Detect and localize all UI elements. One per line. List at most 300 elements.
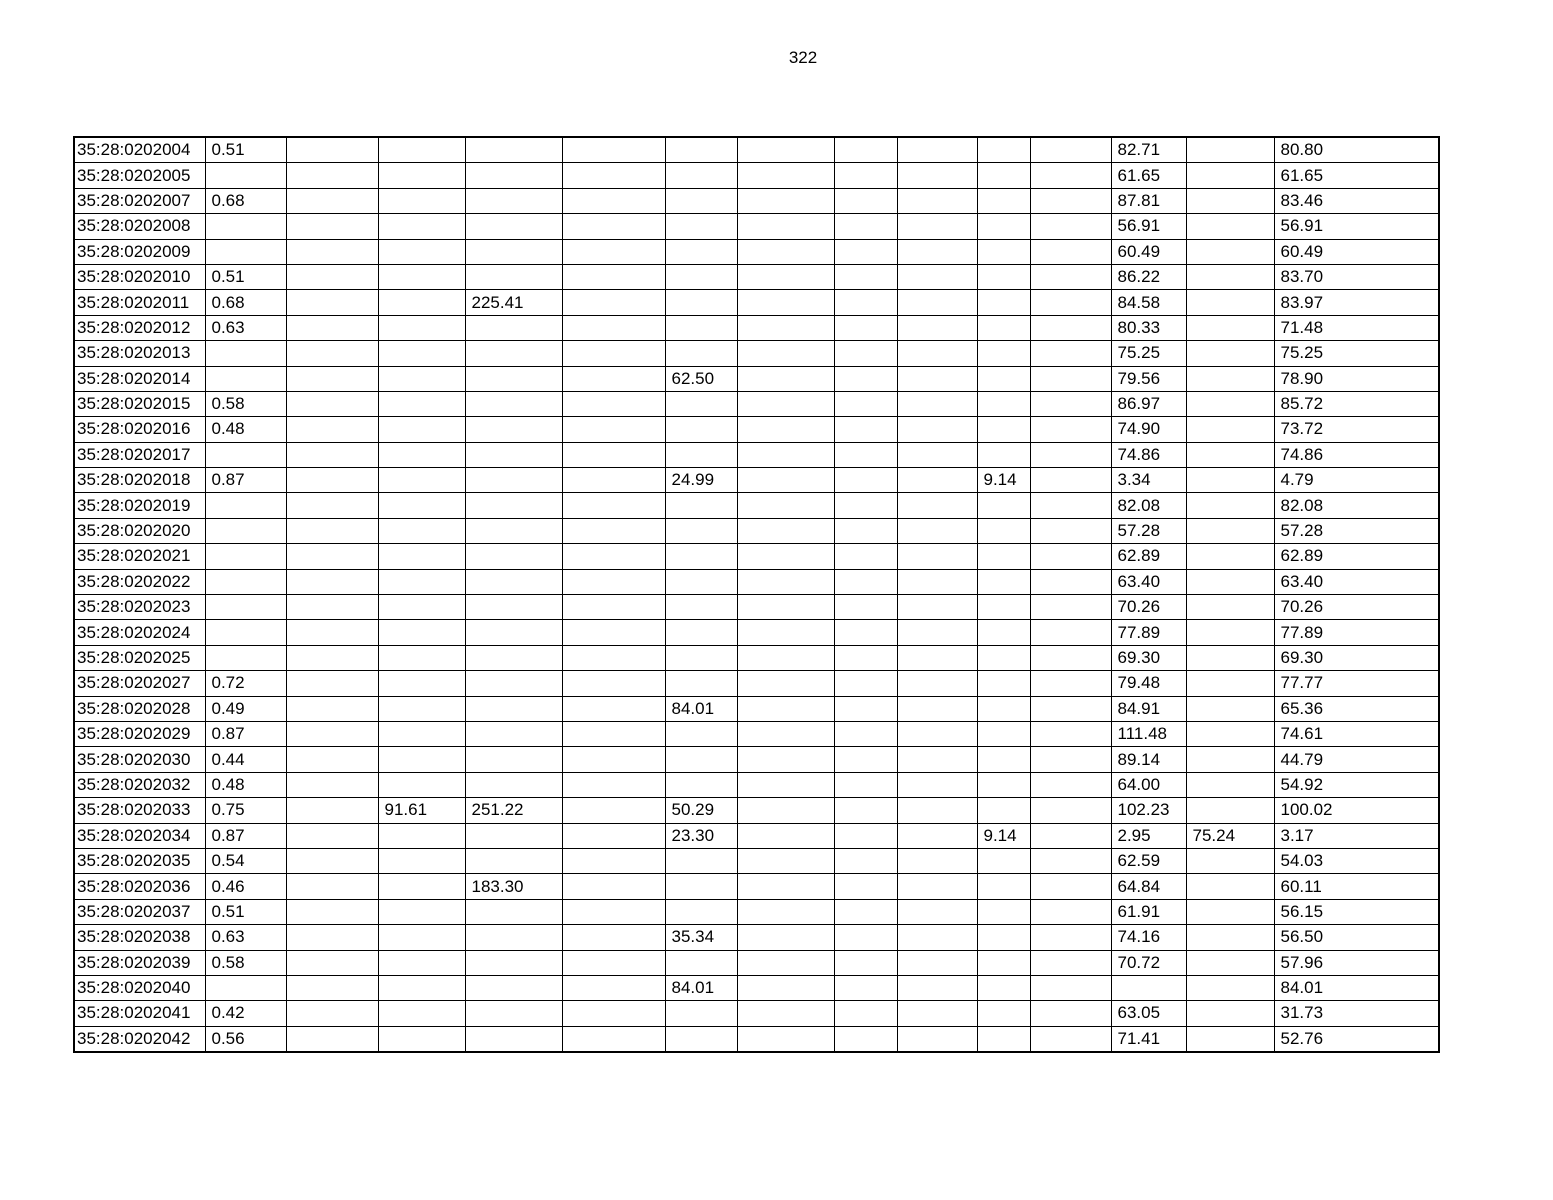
table-cell (1030, 290, 1111, 315)
table-cell (378, 950, 465, 975)
table-cell: 0.48 (205, 772, 286, 797)
table-cell (977, 417, 1030, 442)
table-cell (205, 518, 286, 543)
table-cell (1186, 315, 1274, 340)
table-cell (465, 264, 562, 289)
table-cell: 75.25 (1111, 341, 1186, 366)
table-cell: 52.76 (1274, 1026, 1439, 1052)
table-cell: 0.58 (205, 950, 286, 975)
table-cell: 0.51 (205, 264, 286, 289)
table-row (74, 341, 1439, 366)
table-cell (1030, 671, 1111, 696)
table-cell (977, 290, 1030, 315)
table-cell (562, 569, 665, 594)
table-cell (465, 442, 562, 467)
table-row (74, 188, 1439, 213)
table-cell (665, 721, 737, 746)
table-cell (665, 341, 737, 366)
table-cell (665, 772, 737, 797)
table-cell (1186, 442, 1274, 467)
table-cell: 9.14 (977, 823, 1030, 848)
table-cell: 61.65 (1111, 163, 1186, 188)
table-cell (378, 569, 465, 594)
table-cell (665, 950, 737, 975)
table-cell (897, 544, 977, 569)
table-cell (1030, 544, 1111, 569)
table-cell (205, 239, 286, 264)
row-id-cell: 35:28:0202010 (74, 264, 205, 289)
table-cell: 62.89 (1274, 544, 1439, 569)
table-cell: 82.71 (1111, 137, 1186, 163)
table-cell (834, 721, 897, 746)
table-cell (1030, 493, 1111, 518)
table-cell (286, 163, 378, 188)
table-body (74, 137, 1439, 1052)
table-cell (465, 214, 562, 239)
table-cell (1186, 595, 1274, 620)
table-cell: 84.58 (1111, 290, 1186, 315)
table-cell (378, 1001, 465, 1026)
table-cell (737, 1001, 834, 1026)
table-cell: 62.50 (665, 366, 737, 391)
row-id-cell: 35:28:0202030 (74, 747, 205, 772)
table-cell (1186, 239, 1274, 264)
table-cell (562, 163, 665, 188)
table-cell (465, 975, 562, 1000)
table-cell (562, 315, 665, 340)
table-cell: 79.56 (1111, 366, 1186, 391)
table-cell: 84.01 (665, 696, 737, 721)
table-cell (562, 645, 665, 670)
table-cell (977, 696, 1030, 721)
table-cell (665, 671, 737, 696)
table-cell (665, 569, 737, 594)
table-cell (665, 188, 737, 213)
table-cell (1030, 188, 1111, 213)
table-cell: 0.46 (205, 874, 286, 899)
table-cell (378, 899, 465, 924)
table-cell (465, 671, 562, 696)
table-cell (286, 518, 378, 543)
table-cell: 64.00 (1111, 772, 1186, 797)
table-cell (378, 214, 465, 239)
table-cell: 83.46 (1274, 188, 1439, 213)
table-cell (378, 442, 465, 467)
table-cell (834, 925, 897, 950)
table-cell (977, 188, 1030, 213)
table-cell (1186, 214, 1274, 239)
table-cell (1030, 442, 1111, 467)
table-cell: 9.14 (977, 468, 1030, 493)
table-cell: 0.63 (205, 315, 286, 340)
table-cell: 3.17 (1274, 823, 1439, 848)
table-cell: 63.05 (1111, 1001, 1186, 1026)
table-cell: 0.42 (205, 1001, 286, 1026)
table-cell (1186, 391, 1274, 416)
table-cell: 0.75 (205, 798, 286, 823)
table-cell (378, 1026, 465, 1052)
table-cell (465, 950, 562, 975)
table-cell (977, 772, 1030, 797)
table-cell (737, 341, 834, 366)
table-cell (897, 366, 977, 391)
table-cell (834, 468, 897, 493)
table-cell: 3.34 (1111, 468, 1186, 493)
table-cell (977, 239, 1030, 264)
table-cell (897, 137, 977, 163)
table-cell (834, 417, 897, 442)
table-cell (665, 290, 737, 315)
table-cell: 0.63 (205, 925, 286, 950)
table-row (74, 264, 1439, 289)
table-cell (1186, 264, 1274, 289)
table-cell (1030, 1001, 1111, 1026)
table-cell (977, 798, 1030, 823)
table-cell (286, 772, 378, 797)
table-cell (665, 620, 737, 645)
table-cell: 111.48 (1111, 721, 1186, 746)
table-cell (834, 645, 897, 670)
table-cell (897, 391, 977, 416)
table-cell (286, 188, 378, 213)
table-cell (378, 848, 465, 873)
table-cell: 56.50 (1274, 925, 1439, 950)
table-cell (465, 1026, 562, 1052)
table-cell (737, 671, 834, 696)
table-cell (205, 620, 286, 645)
table-cell (977, 1026, 1030, 1052)
table-cell (737, 798, 834, 823)
table-row (74, 1001, 1439, 1026)
table-cell (737, 569, 834, 594)
table-cell (562, 239, 665, 264)
table-cell (286, 417, 378, 442)
table-cell (378, 671, 465, 696)
table-cell (1186, 290, 1274, 315)
table-cell (897, 747, 977, 772)
table-cell (665, 747, 737, 772)
table-row (74, 975, 1439, 1000)
table-cell: 24.99 (665, 468, 737, 493)
table-cell (286, 569, 378, 594)
table-cell (286, 798, 378, 823)
table-cell: 70.26 (1274, 595, 1439, 620)
table-cell (1030, 239, 1111, 264)
table-cell: 251.22 (465, 798, 562, 823)
table-cell (897, 468, 977, 493)
table-cell: 86.22 (1111, 264, 1186, 289)
table-cell (1030, 823, 1111, 848)
table-cell (897, 899, 977, 924)
table-cell (562, 442, 665, 467)
table-cell (286, 544, 378, 569)
table-cell (1186, 874, 1274, 899)
table-cell (737, 315, 834, 340)
table-cell (897, 417, 977, 442)
table-cell (834, 950, 897, 975)
table-cell (562, 264, 665, 289)
table-cell (897, 848, 977, 873)
table-cell (665, 391, 737, 416)
table-cell: 82.08 (1111, 493, 1186, 518)
table-cell (286, 391, 378, 416)
row-id-cell: 35:28:0202041 (74, 1001, 205, 1026)
table-cell (286, 137, 378, 163)
data-table (73, 136, 1440, 1053)
table-cell (665, 848, 737, 873)
table-row (74, 620, 1439, 645)
table-cell (977, 620, 1030, 645)
table-cell: 83.97 (1274, 290, 1439, 315)
table-cell: 71.48 (1274, 315, 1439, 340)
table-cell: 73.72 (1274, 417, 1439, 442)
table-cell (286, 925, 378, 950)
table-cell (1030, 417, 1111, 442)
table-cell (977, 747, 1030, 772)
table-cell (1111, 975, 1186, 1000)
table-cell (562, 544, 665, 569)
table-row (74, 569, 1439, 594)
table-cell (465, 595, 562, 620)
table-cell (737, 214, 834, 239)
table-cell (205, 214, 286, 239)
table-cell (897, 798, 977, 823)
table-cell (897, 696, 977, 721)
table-cell (562, 925, 665, 950)
table-cell (737, 442, 834, 467)
table-cell (665, 874, 737, 899)
table-cell (1186, 137, 1274, 163)
table-cell: 60.49 (1111, 239, 1186, 264)
table-cell (378, 696, 465, 721)
table-cell (737, 544, 834, 569)
table-cell (977, 137, 1030, 163)
table-cell (977, 366, 1030, 391)
table-cell (977, 264, 1030, 289)
table-cell (465, 163, 562, 188)
table-row (74, 899, 1439, 924)
table-cell (977, 493, 1030, 518)
table-cell (465, 696, 562, 721)
table-cell (465, 823, 562, 848)
table-cell (1186, 772, 1274, 797)
table-cell (834, 620, 897, 645)
table-cell: 80.33 (1111, 315, 1186, 340)
table-cell: 56.91 (1274, 214, 1439, 239)
table-cell (665, 899, 737, 924)
table-cell (834, 1026, 897, 1052)
table-cell (665, 264, 737, 289)
table-cell (897, 518, 977, 543)
table-cell (465, 620, 562, 645)
table-cell (378, 417, 465, 442)
table-cell (1186, 341, 1274, 366)
table-cell: 74.86 (1274, 442, 1439, 467)
table-cell (977, 569, 1030, 594)
table-cell: 82.08 (1274, 493, 1439, 518)
table-cell: 0.51 (205, 899, 286, 924)
table-cell (977, 975, 1030, 1000)
table-cell (834, 798, 897, 823)
table-row (74, 747, 1439, 772)
table-cell (834, 518, 897, 543)
table-cell (465, 544, 562, 569)
table-cell: 74.16 (1111, 925, 1186, 950)
table-cell (465, 366, 562, 391)
table-cell (205, 341, 286, 366)
table-cell (286, 620, 378, 645)
table-cell (562, 950, 665, 975)
table-cell: 100.02 (1274, 798, 1439, 823)
table-cell (737, 747, 834, 772)
table-cell (465, 341, 562, 366)
table-cell (1186, 544, 1274, 569)
table-row (74, 137, 1439, 163)
table-cell (834, 671, 897, 696)
table-row (74, 721, 1439, 746)
table-cell (562, 214, 665, 239)
table-cell (1030, 899, 1111, 924)
table-cell (286, 315, 378, 340)
table-cell (465, 569, 562, 594)
table-cell (1030, 925, 1111, 950)
row-id-cell: 35:28:0202019 (74, 493, 205, 518)
table-row (74, 518, 1439, 543)
table-cell (834, 696, 897, 721)
table-cell: 63.40 (1274, 569, 1439, 594)
table-cell (562, 874, 665, 899)
table-cell: 80.80 (1274, 137, 1439, 163)
table-cell: 57.96 (1274, 950, 1439, 975)
table-cell: 85.72 (1274, 391, 1439, 416)
table-cell: 0.44 (205, 747, 286, 772)
table-cell (1186, 747, 1274, 772)
table-cell: 54.03 (1274, 848, 1439, 873)
table-cell (286, 671, 378, 696)
table-cell: 86.97 (1111, 391, 1186, 416)
table-cell (205, 163, 286, 188)
row-id-cell: 35:28:0202023 (74, 595, 205, 620)
table-cell (897, 188, 977, 213)
table-cell (378, 620, 465, 645)
table-cell (465, 848, 562, 873)
table-cell (834, 290, 897, 315)
table-cell (378, 341, 465, 366)
table-cell (665, 493, 737, 518)
table-cell: 75.25 (1274, 341, 1439, 366)
table-cell: 56.15 (1274, 899, 1439, 924)
table-cell (562, 417, 665, 442)
table-cell (977, 899, 1030, 924)
table-cell (737, 645, 834, 670)
table-cell (1186, 848, 1274, 873)
table-cell: 62.89 (1111, 544, 1186, 569)
table-cell (562, 518, 665, 543)
table-cell (286, 1026, 378, 1052)
table-cell (465, 772, 562, 797)
table-cell: 35.34 (665, 925, 737, 950)
table-cell (737, 264, 834, 289)
table-cell (378, 493, 465, 518)
table-cell (1030, 848, 1111, 873)
table-cell (205, 366, 286, 391)
table-cell (977, 391, 1030, 416)
table-row (74, 823, 1439, 848)
table-cell (286, 874, 378, 899)
table-cell (286, 950, 378, 975)
table-cell: 0.68 (205, 188, 286, 213)
table-cell (286, 493, 378, 518)
table-cell (562, 188, 665, 213)
table-cell (562, 1001, 665, 1026)
table-cell (737, 620, 834, 645)
row-id-cell: 35:28:0202032 (74, 772, 205, 797)
table-cell (665, 518, 737, 543)
table-cell (562, 721, 665, 746)
row-id-cell: 35:28:0202007 (74, 188, 205, 213)
table-cell (562, 696, 665, 721)
table-cell: 77.77 (1274, 671, 1439, 696)
table-cell: 102.23 (1111, 798, 1186, 823)
table-cell (205, 975, 286, 1000)
table-cell (1030, 620, 1111, 645)
table-cell (977, 442, 1030, 467)
table-cell (562, 848, 665, 873)
table-row (74, 239, 1439, 264)
table-cell (378, 239, 465, 264)
table-row (74, 468, 1439, 493)
table-cell (897, 1026, 977, 1052)
row-id-cell: 35:28:0202009 (74, 239, 205, 264)
table-cell: 69.30 (1111, 645, 1186, 670)
row-id-cell: 35:28:0202005 (74, 163, 205, 188)
table-cell (465, 137, 562, 163)
table-cell (1186, 163, 1274, 188)
table-cell (378, 391, 465, 416)
table-cell: 2.95 (1111, 823, 1186, 848)
table-cell (977, 721, 1030, 746)
table-cell (286, 442, 378, 467)
table-cell (562, 975, 665, 1000)
table-cell: 74.61 (1274, 721, 1439, 746)
table-cell (1030, 341, 1111, 366)
table-cell (665, 595, 737, 620)
table-cell: 54.92 (1274, 772, 1439, 797)
table-cell: 63.40 (1111, 569, 1186, 594)
page-number: 322 (788, 48, 818, 67)
table-cell: 61.91 (1111, 899, 1186, 924)
table-cell (834, 239, 897, 264)
table-cell (665, 544, 737, 569)
table-cell (562, 798, 665, 823)
row-id-cell: 35:28:0202024 (74, 620, 205, 645)
table-cell: 0.49 (205, 696, 286, 721)
table-cell: 0.56 (205, 1026, 286, 1052)
table-cell: 56.91 (1111, 214, 1186, 239)
table-cell (378, 975, 465, 1000)
table-cell (378, 188, 465, 213)
table-row (74, 595, 1439, 620)
table-cell (286, 975, 378, 1000)
table-cell (897, 823, 977, 848)
table-cell (665, 442, 737, 467)
table-cell (834, 747, 897, 772)
table-cell (897, 315, 977, 340)
table-cell (834, 823, 897, 848)
table-cell (562, 772, 665, 797)
table-cell (1186, 366, 1274, 391)
table-cell: 0.58 (205, 391, 286, 416)
